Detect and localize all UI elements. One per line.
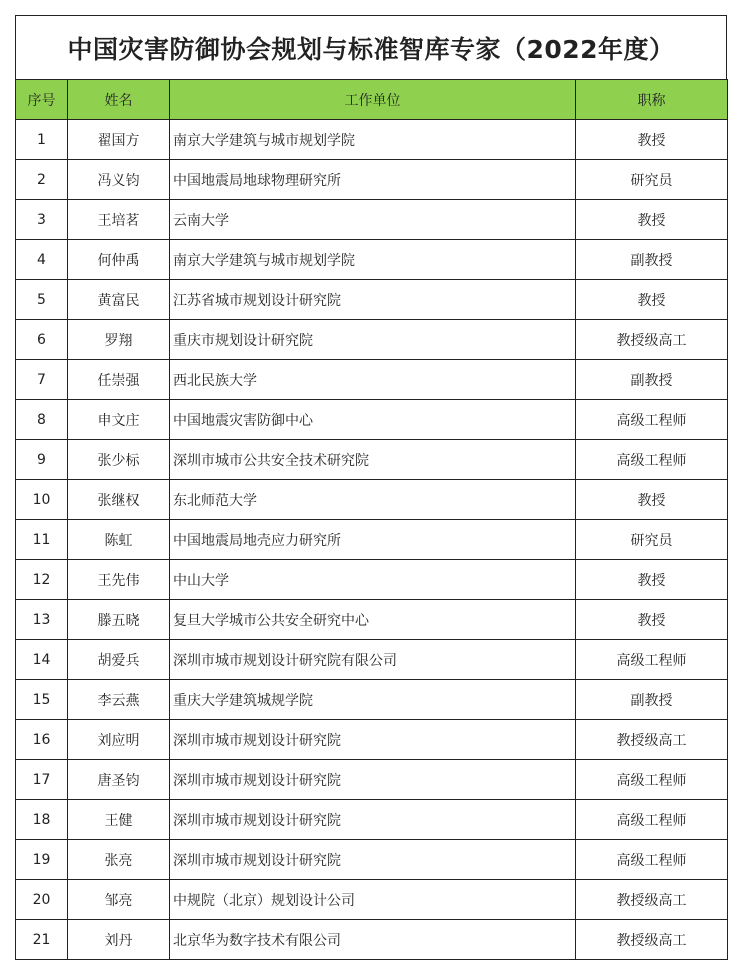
cell-no: 10 [16,480,68,520]
table-row [16,840,728,880]
cell-no: 1 [16,120,68,160]
cell-no: 2 [16,160,68,200]
table-row [16,760,728,800]
cell-org: 深圳市城市规划设计研究院 [170,800,576,840]
table-row [16,280,728,320]
cell-org: 重庆市规划设计研究院 [170,320,576,360]
cell-name: 滕五晓 [68,600,170,640]
cell-title: 教授级高工 [576,720,728,760]
cell-title: 研究员 [576,160,728,200]
cell-no: 20 [16,880,68,920]
cell-title: 高级工程师 [576,760,728,800]
cell-name: 翟国方 [68,120,170,160]
cell-no: 19 [16,840,68,880]
cell-org: 江苏省城市规划设计研究院 [170,280,576,320]
cell-name: 刘应明 [68,720,170,760]
cell-name: 张继权 [68,480,170,520]
cell-org: 中国地震灾害防御中心 [170,400,576,440]
cell-no: 21 [16,920,68,960]
expert-table [15,79,728,960]
cell-no: 8 [16,400,68,440]
table-row [16,240,728,280]
cell-org: 中规院（北京）规划设计公司 [170,880,576,920]
cell-title: 副教授 [576,360,728,400]
cell-no: 11 [16,520,68,560]
cell-org: 中山大学 [170,560,576,600]
cell-title: 教授级高工 [576,320,728,360]
cell-title: 副教授 [576,680,728,720]
cell-name: 胡爱兵 [68,640,170,680]
cell-name: 刘丹 [68,920,170,960]
cell-org: 深圳市城市规划设计研究院 [170,720,576,760]
cell-no: 16 [16,720,68,760]
table-body [16,120,728,960]
table-row [16,400,728,440]
cell-no: 12 [16,560,68,600]
cell-org: 深圳市城市规划设计研究院 [170,840,576,880]
cell-no: 5 [16,280,68,320]
table-row [16,560,728,600]
table-row [16,800,728,840]
cell-name: 王健 [68,800,170,840]
cell-no: 4 [16,240,68,280]
table-row [16,360,728,400]
table-row [16,120,728,160]
header-title: 职称 [576,80,728,120]
cell-name: 罗翔 [68,320,170,360]
header-org: 工作单位 [170,80,576,120]
table-row [16,880,728,920]
cell-no: 9 [16,440,68,480]
cell-org: 深圳市城市规划设计研究院 [170,760,576,800]
cell-no: 15 [16,680,68,720]
cell-name: 王先伟 [68,560,170,600]
cell-title: 教授 [576,200,728,240]
table-row [16,320,728,360]
table-row [16,600,728,640]
cell-name: 冯义钧 [68,160,170,200]
cell-no: 6 [16,320,68,360]
expert-sheet [15,15,727,960]
cell-title: 高级工程师 [576,800,728,840]
table-row [16,160,728,200]
header-no: 序号 [16,80,68,120]
cell-name: 张少标 [68,440,170,480]
cell-name: 任崇强 [68,360,170,400]
cell-title: 教授 [576,280,728,320]
cell-title: 高级工程师 [576,440,728,480]
sheet-title: 中国灾害防御协会规划与标准智库专家（2022年度） [15,15,727,79]
cell-org: 西北民族大学 [170,360,576,400]
cell-title: 高级工程师 [576,400,728,440]
header-name: 姓名 [68,80,170,120]
cell-title: 高级工程师 [576,640,728,680]
cell-org: 南京大学建筑与城市规划学院 [170,120,576,160]
cell-no: 7 [16,360,68,400]
table-row [16,920,728,960]
cell-title: 教授 [576,120,728,160]
cell-org: 东北师范大学 [170,480,576,520]
cell-org: 中国地震局地球物理研究所 [170,160,576,200]
cell-no: 14 [16,640,68,680]
cell-name: 申文庄 [68,400,170,440]
cell-org: 重庆大学建筑城规学院 [170,680,576,720]
cell-title: 教授 [576,560,728,600]
cell-no: 13 [16,600,68,640]
table-row [16,640,728,680]
cell-org: 南京大学建筑与城市规划学院 [170,240,576,280]
header-row [16,80,728,120]
table-row [16,440,728,480]
table-row [16,480,728,520]
cell-name: 张亮 [68,840,170,880]
cell-no: 17 [16,760,68,800]
cell-no: 3 [16,200,68,240]
cell-org: 深圳市城市规划设计研究院有限公司 [170,640,576,680]
cell-title: 教授级高工 [576,920,728,960]
cell-org: 深圳市城市公共安全技术研究院 [170,440,576,480]
cell-org: 复旦大学城市公共安全研究中心 [170,600,576,640]
table-row [16,200,728,240]
cell-name: 黄富民 [68,280,170,320]
table-row [16,520,728,560]
cell-title: 教授级高工 [576,880,728,920]
cell-org: 云南大学 [170,200,576,240]
cell-name: 何仲禹 [68,240,170,280]
table-row [16,720,728,760]
cell-name: 陈虹 [68,520,170,560]
cell-title: 副教授 [576,240,728,280]
cell-title: 教授 [576,480,728,520]
cell-title: 研究员 [576,520,728,560]
cell-name: 李云燕 [68,680,170,720]
cell-org: 北京华为数字技术有限公司 [170,920,576,960]
cell-name: 唐圣钧 [68,760,170,800]
cell-org: 中国地震局地壳应力研究所 [170,520,576,560]
cell-name: 邹亮 [68,880,170,920]
cell-no: 18 [16,800,68,840]
table-row [16,680,728,720]
cell-title: 教授 [576,600,728,640]
cell-title: 高级工程师 [576,840,728,880]
cell-name: 王培茗 [68,200,170,240]
